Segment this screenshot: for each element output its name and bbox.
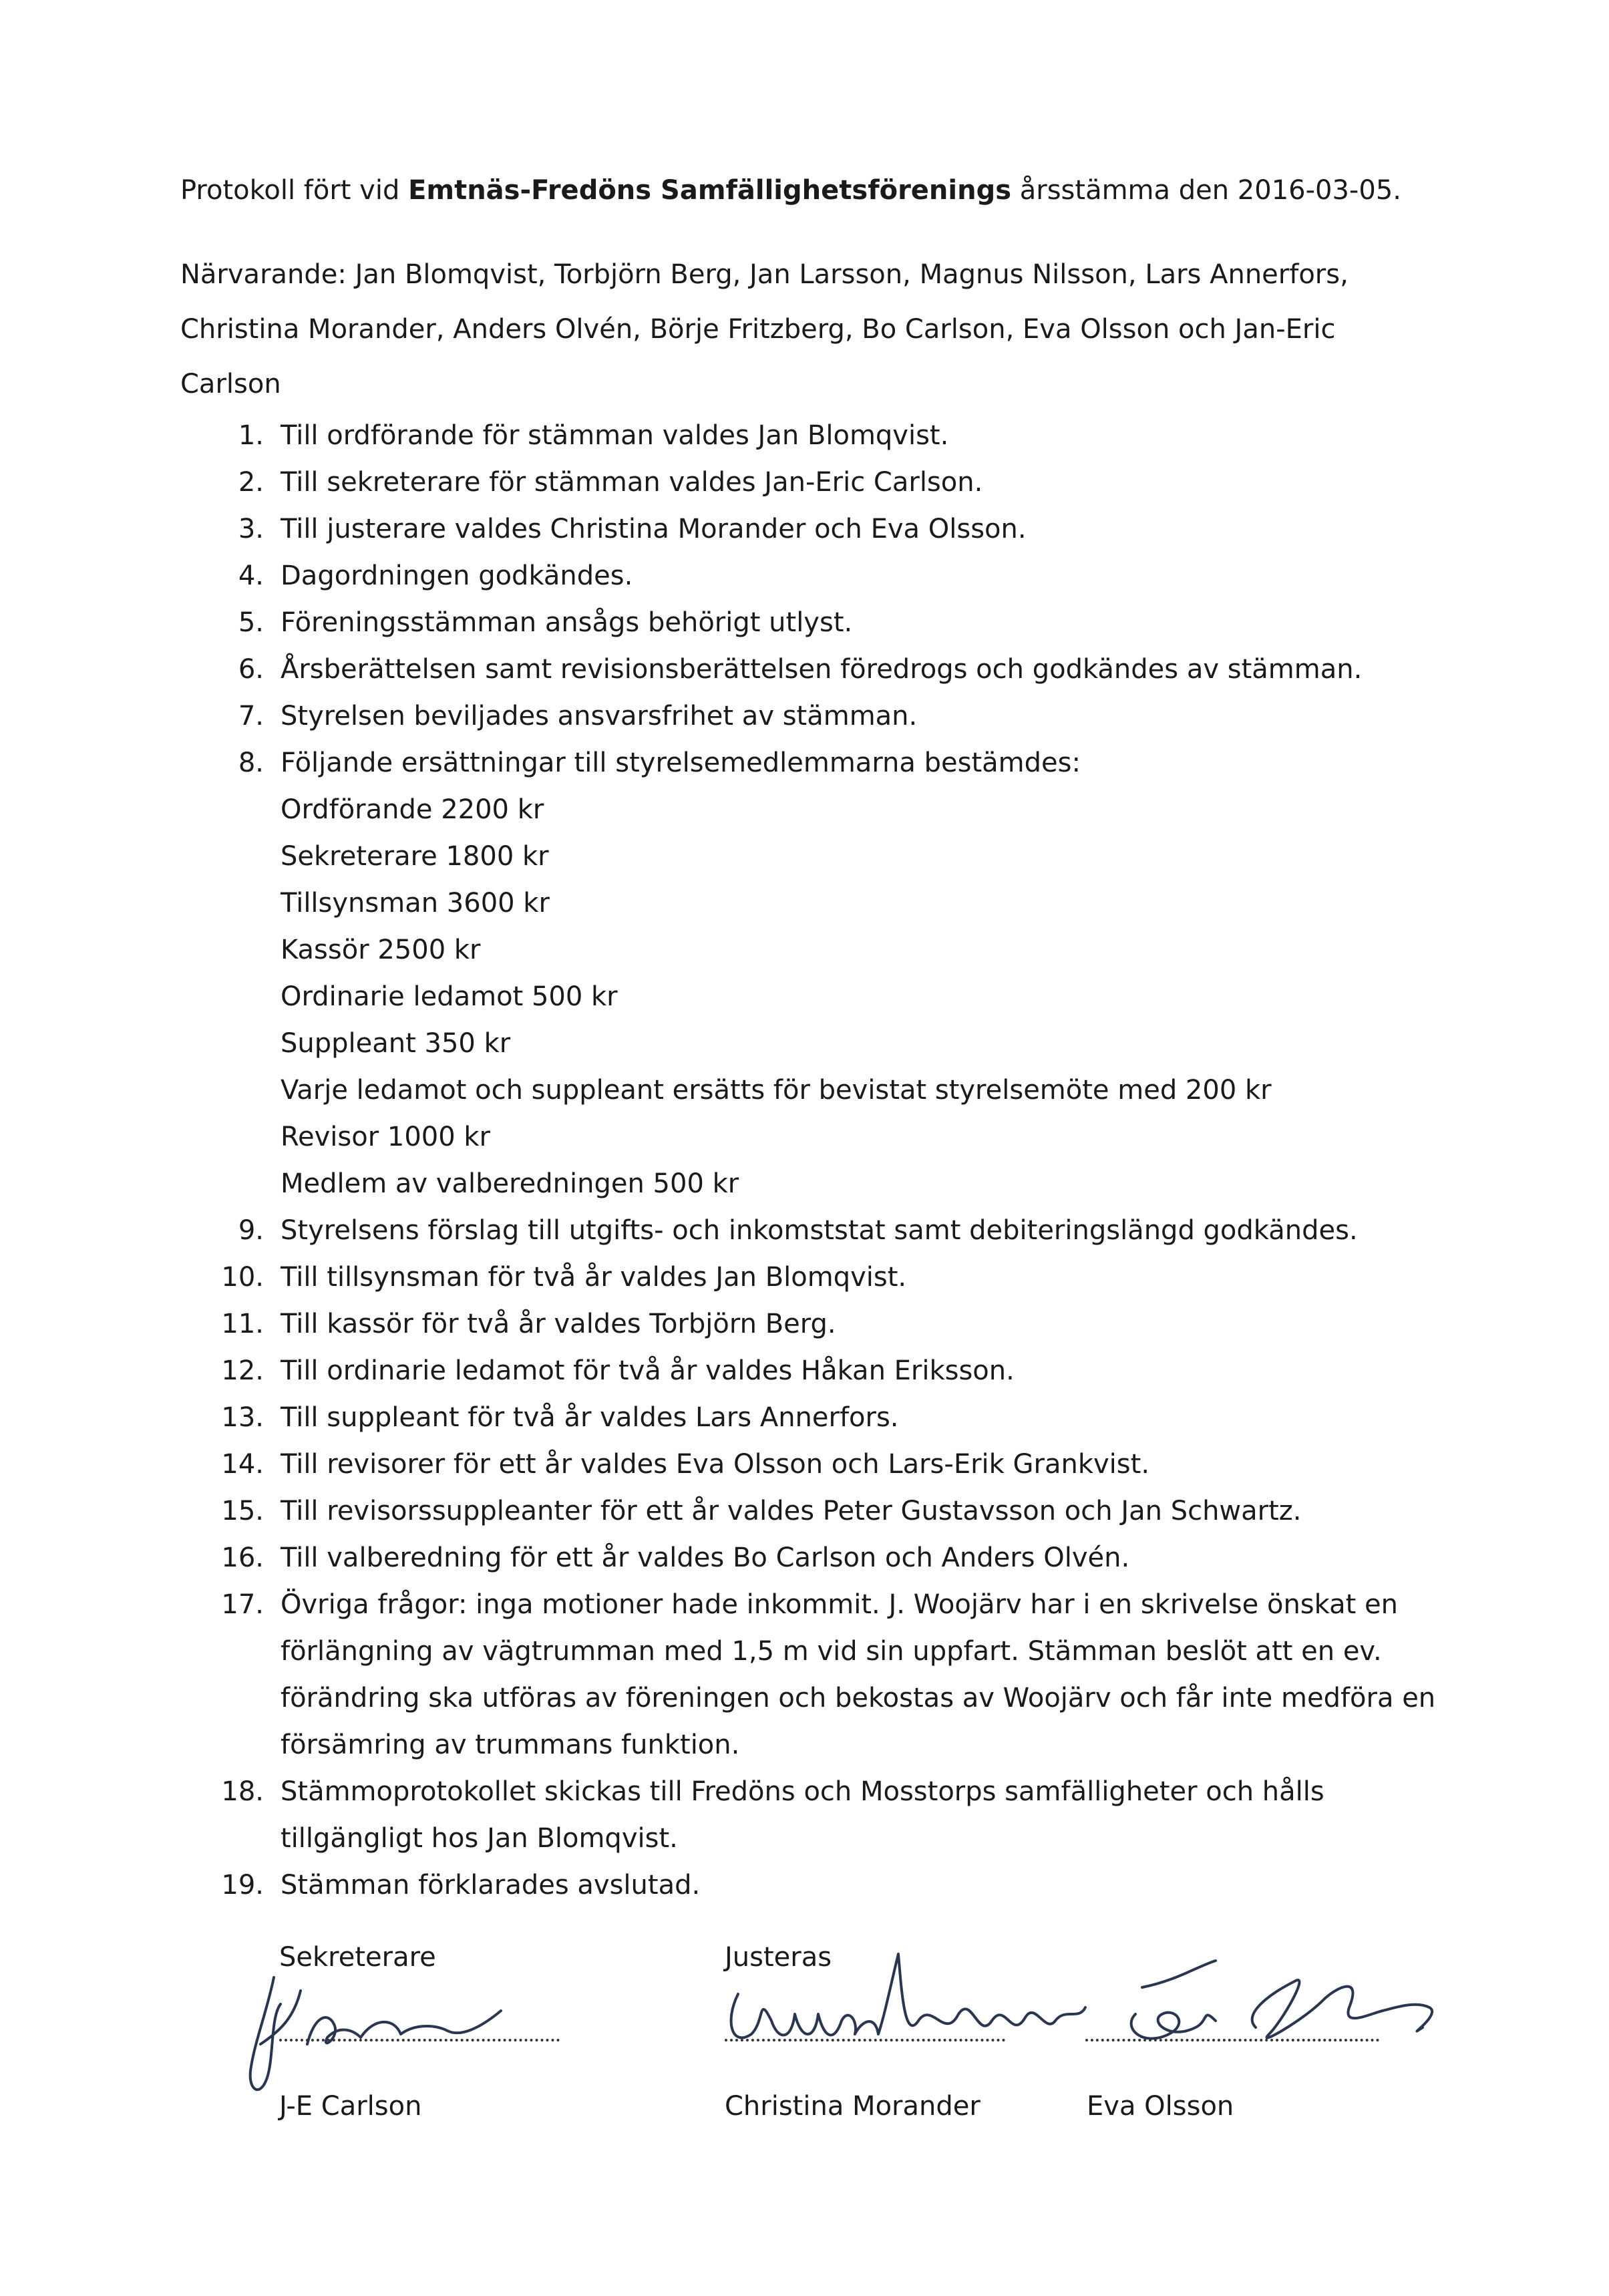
heading-suffix: årsstämma den 2016-03-05. — [1011, 175, 1401, 206]
item-text: Till revisorssuppleanter för ett år valdes Peter Gustavsson och Jan Schwartz. — [281, 1496, 1302, 1526]
item-number: 8. — [238, 748, 264, 778]
item-number: 10. — [221, 1262, 264, 1293]
secretary-name: J-E Carlson — [279, 2091, 422, 2122]
item-number: 7. — [238, 701, 264, 731]
adjusters-label: Justeras — [725, 1942, 832, 1973]
agenda-item-compensation — [180, 740, 1436, 1207]
compensation-meeting-fee: Varje ledamot och suppleant ersätts för bevistat styrelsemöte med 200 kr — [281, 1075, 1272, 1106]
agenda-item — [180, 1768, 1436, 1862]
adjuster2-signature-line — [1085, 2039, 1379, 2041]
item-text: Dagordningen godkändes. — [281, 560, 633, 591]
item-text: Till kassör för två år valdes Torbjörn Berg. — [281, 1309, 836, 1339]
compensation-nomination-committee: Medlem av valberedningen 500 kr — [281, 1168, 739, 1199]
adjuster1-signature — [718, 1941, 1092, 2061]
item-number: 4. — [238, 560, 264, 591]
adjuster2-signature — [1082, 1941, 1456, 2061]
agenda-item — [180, 459, 1436, 506]
item-number: 2. — [238, 467, 264, 498]
protocol-heading — [180, 170, 1401, 210]
agenda-item — [180, 1534, 1436, 1581]
item-number: 15. — [221, 1496, 264, 1526]
agenda-item — [180, 1347, 1436, 1394]
agenda-item — [180, 1254, 1436, 1301]
agenda-item — [180, 1441, 1436, 1488]
agenda-item — [180, 412, 1436, 459]
item-number: 3. — [238, 514, 264, 544]
item-number: 11. — [221, 1309, 264, 1339]
item-text: Till ordinarie ledamot för två år valdes Håkan Eriksson. — [281, 1355, 1015, 1386]
agenda-item — [180, 646, 1436, 693]
item-text: Årsberättelsen samt revisionsberättelsen föredrogs och godkändes av stämman. — [281, 654, 1363, 685]
heading-prefix: Protokoll fört vid — [180, 175, 409, 206]
item-number: 1. — [238, 420, 264, 451]
agenda-item — [180, 1581, 1436, 1768]
agenda-item — [180, 1207, 1436, 1254]
item-number: 5. — [238, 607, 264, 638]
item-number: 17. — [221, 1589, 264, 1620]
item-text: Följande ersättningar till styrelsemedlemmarna bestämdes: — [281, 748, 1081, 778]
item-number: 18. — [221, 1776, 264, 1807]
item-text: Till suppleant för två år valdes Lars Annerfors. — [281, 1402, 899, 1433]
item-text: Till justerare valdes Christina Morander och Eva Olsson. — [281, 514, 1027, 544]
agenda-item — [180, 1488, 1436, 1534]
item-number: 16. — [221, 1542, 264, 1573]
adjuster2-name: Eva Olsson — [1087, 2091, 1234, 2122]
compensation-deputy: Suppleant 350 kr — [281, 1028, 511, 1059]
compensation-ordinary-member: Ordinarie ledamot 500 kr — [281, 981, 618, 1012]
attendees-paragraph: Närvarande: Jan Blomqvist, Torbjörn Berg, Jan Larsson, Magnus Nilsson, Lars Annerfors, Christina Morander, Anders Olvén, Börje Fritzberg, Bo Carlson, Eva Olsson och Jan-Eric Carlson — [180, 259, 1349, 399]
item-text: Till valberedning för ett år valdes Bo Carlson och Anders Olvén. — [281, 1542, 1130, 1573]
item-text: Styrelsen beviljades ansvarsfrihet av stämman. — [281, 701, 918, 731]
item-text: Till sekreterare för stämman valdes Jan-Eric Carlson. — [281, 467, 983, 498]
item-text: Till revisorer för ett år valdes Eva Olsson och Lars-Erik Grankvist. — [281, 1449, 1150, 1480]
adjuster1-name: Christina Morander — [725, 2091, 980, 2122]
agenda-item — [180, 1394, 1436, 1441]
secretary-label: Sekreterare — [279, 1942, 436, 1973]
item-text: Till tillsynsman för två år valdes Jan Blomqvist. — [281, 1262, 907, 1293]
compensation-supervisor: Tillsynsman 3600 kr — [281, 888, 550, 919]
agenda-item — [180, 552, 1436, 599]
agenda-item — [180, 1301, 1436, 1347]
secretary-signature-line — [279, 2039, 560, 2041]
association-name: Emtnäs-Fredöns Samfällighetsförenings — [408, 175, 1012, 206]
item-number: 6. — [238, 654, 264, 685]
item-number: 13. — [221, 1402, 264, 1433]
agenda-item — [180, 599, 1436, 646]
agenda-list — [180, 412, 1436, 1909]
item-text: Övriga frågor: inga motioner hade inkommit. J. Woojärv har i en skrivelse önskat en förlängning av vägtrumman med 1,5 m vid sin uppfart. Stämman beslöt att en ev. förändring ska utföras av föreningen och bekostas av Woojärv och får inte medföra en försämring av trummans funktion. — [281, 1589, 1436, 1760]
item-number: 19. — [221, 1870, 264, 1901]
compensation-treasurer: Kassör 2500 kr — [281, 935, 481, 965]
item-text: Styrelsens förslag till utgifts- och inkomststat samt debiteringslängd godkändes. — [281, 1215, 1358, 1246]
compensation-chair: Ordförande 2200 kr — [281, 794, 544, 825]
item-text: Stämmoprotokollet skickas till Fredöns och Mosstorps samfälligheter och hålls tillgängligt hos Jan Blomqvist. — [281, 1776, 1324, 1854]
item-number: 14. — [221, 1449, 264, 1480]
compensation-secretary: Sekreterare 1800 kr — [281, 841, 549, 872]
item-text: Till ordförande för stämman valdes Jan Blomqvist. — [281, 420, 949, 451]
secretary-signature — [234, 1964, 528, 2104]
item-text: Stämman förklarades avslutad. — [281, 1870, 701, 1901]
compensation-auditor: Revisor 1000 kr — [281, 1122, 490, 1152]
agenda-item — [180, 1862, 1436, 1909]
adjuster1-signature-line — [725, 2039, 1005, 2041]
item-number: 9. — [238, 1215, 264, 1246]
agenda-item — [180, 693, 1436, 740]
item-number: 12. — [221, 1355, 264, 1386]
item-text: Föreningsstämman ansågs behörigt utlyst. — [281, 607, 853, 638]
agenda-item — [180, 506, 1436, 552]
